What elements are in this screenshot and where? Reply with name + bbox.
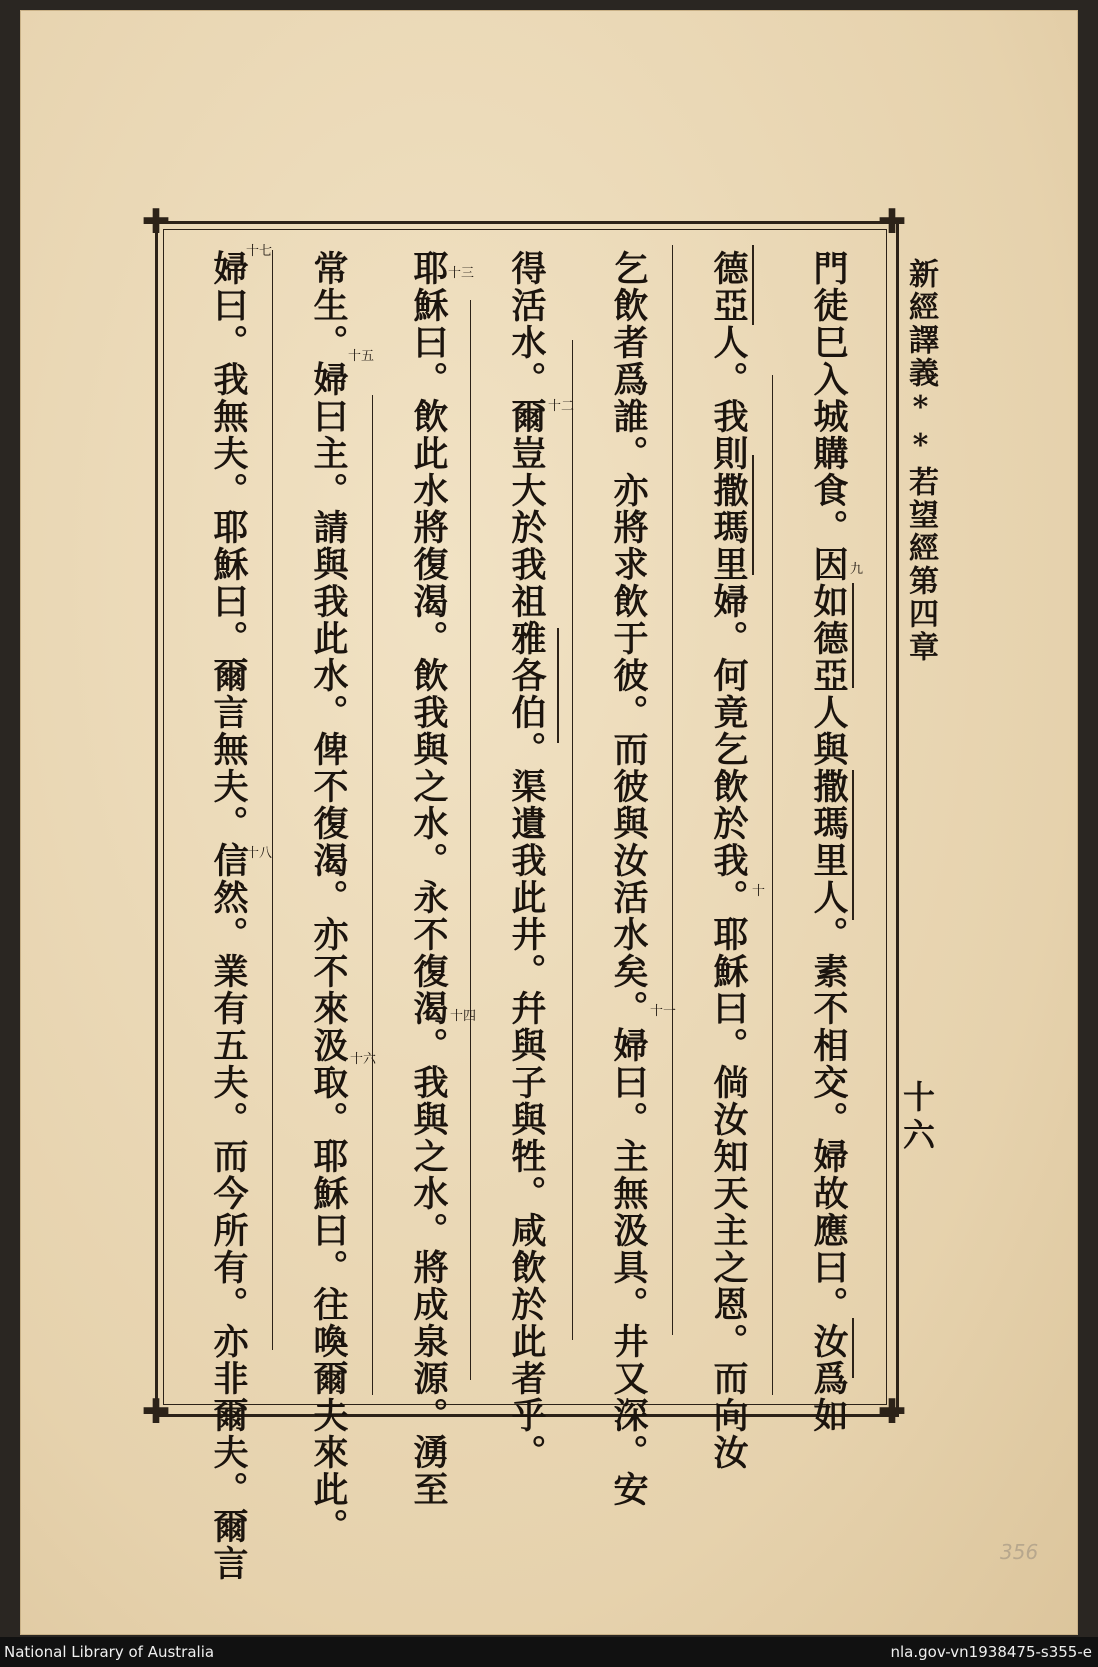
text-column-2: 德亞人。我則撒瑪里婦。何竟乞飲於我。耶穌曰。倘汝知天主之恩。而向汝 <box>708 250 749 1471</box>
verse-number: 十六 <box>350 1052 377 1067</box>
verse-number: 九 <box>850 562 864 577</box>
column-divider <box>772 375 773 1395</box>
verse-number: 十一 <box>650 1004 677 1019</box>
verse-number: 十二 <box>548 399 575 414</box>
corner-ornament-bottom-right: ✚ <box>877 1392 907 1432</box>
verse-number: 十四 <box>450 1009 477 1024</box>
column-divider <box>272 250 273 1350</box>
proper-noun-marker <box>557 628 559 743</box>
running-title: 新經譯義**若望經第四章 <box>903 258 938 664</box>
text-column-5: 耶穌曰。飲此水將復渴。飲我與之水。永不復渴。我與之水。將成泉源。湧至 <box>408 250 449 1508</box>
proper-noun-marker <box>752 455 754 575</box>
proper-noun-marker <box>852 1318 854 1378</box>
verse-number: 十八 <box>246 846 273 861</box>
verse-number: 十三 <box>448 266 475 281</box>
column-divider <box>372 395 373 1395</box>
column-divider <box>672 245 673 1335</box>
text-column-6: 常生。婦曰主。請與我此水。俾不復渴。亦不來汲取。耶穌曰。往喚爾夫來此。 <box>308 250 349 1545</box>
pencil-note: 356 <box>1000 1540 1039 1564</box>
text-column-4: 得活水。爾豈大於我祖雅各伯。渠遺我此井。幷與子與牲。咸飲於此者乎。 <box>506 250 547 1471</box>
verse-number: 十七 <box>246 244 273 259</box>
page-number: 十六 <box>898 1080 936 1156</box>
text-column-1: 門徒巳入城購食。因如德亞人與撒瑪里人。素不相交。婦故應曰。汝爲如 <box>808 250 849 1434</box>
corner-ornament-top-right: ✚ <box>877 202 907 242</box>
verse-number: 十 <box>752 884 766 899</box>
text-column-7: 婦曰。我無夫。耶穌曰。爾言無夫。信然。業有五夫。而今所有。亦非爾夫。爾言 <box>208 250 249 1582</box>
column-divider <box>470 300 471 1380</box>
corner-ornament-bottom-left: ✚ <box>141 1392 171 1432</box>
proper-noun-marker <box>852 583 854 688</box>
text-column-3: 乞飲者爲誰。亦將求飲于彼。而彼與汝活水矣。婦曰。主無汲具。井又深。安 <box>608 250 649 1508</box>
proper-noun-marker <box>852 770 854 920</box>
proper-noun-marker <box>752 245 754 325</box>
footer-identifier: nla.gov-vn1938475-s355-e <box>890 1643 1092 1661</box>
column-divider <box>572 340 573 1340</box>
corner-ornament-top-left: ✚ <box>141 202 171 242</box>
verse-number: 十五 <box>348 349 375 364</box>
footer-bar <box>0 1637 1098 1667</box>
footer-source: National Library of Australia <box>4 1643 215 1661</box>
